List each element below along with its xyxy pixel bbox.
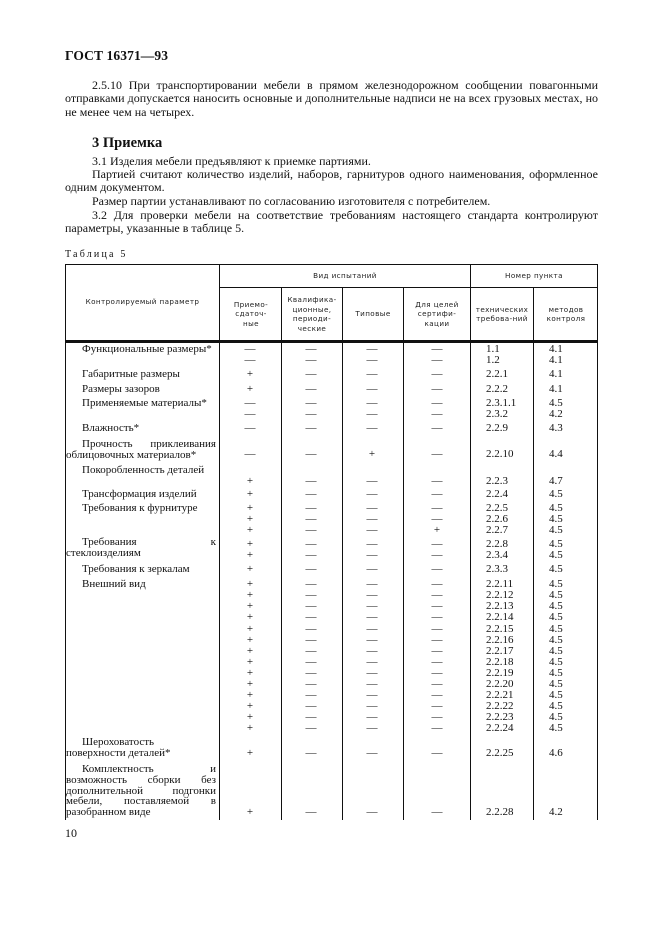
cell-tech-requirement: 1.1 xyxy=(486,343,500,355)
page-number: 10 xyxy=(65,826,77,840)
cell-qualification: — xyxy=(305,806,317,818)
cell-certification: — xyxy=(431,634,443,646)
cell-qualification: — xyxy=(305,368,317,380)
cell-certification: — xyxy=(431,678,443,690)
cell-tech-requirement: 2.2.18 xyxy=(486,656,514,668)
cell-test-method: 4.4 xyxy=(549,448,563,460)
cell-qualification: — xyxy=(305,722,317,734)
cell-qualification: — xyxy=(305,549,317,561)
cell-test-method: 4.5 xyxy=(549,524,563,536)
param-text: Функциональные размеры* xyxy=(82,343,212,355)
cell-type: — xyxy=(366,589,378,601)
cell-certification: — xyxy=(431,563,443,575)
cell-acceptance: + xyxy=(246,383,254,395)
cell-tech-requirement: 2.2.12 xyxy=(486,589,514,601)
paragraph-text: 2.5.10 При транспортировании мебели в прямом железнодорожном сообщении повагонными отправками допускается наносить основные и дополнительные надписи не на всех грузовых местах, но не менее чем на четырех. xyxy=(65,78,598,119)
cell-acceptance: + xyxy=(246,578,254,590)
cell-test-method: 4.6 xyxy=(549,747,563,759)
col-line xyxy=(281,287,282,820)
cell-tech-requirement: 2.3.2 xyxy=(486,408,508,420)
cell-type: — xyxy=(366,645,378,657)
cell-certification: — xyxy=(431,623,443,635)
cell-certification: — xyxy=(431,611,443,623)
cell-type: — xyxy=(366,747,378,759)
cell-type: — xyxy=(366,368,378,380)
cell-type: — xyxy=(366,722,378,734)
cell-type: — xyxy=(366,408,378,420)
cell-qualification: — xyxy=(305,354,317,366)
param-text: Прочность приклеивания облицовочных материалов* xyxy=(66,438,216,461)
cell-type: — xyxy=(366,611,378,623)
cell-acceptance: + xyxy=(246,700,254,712)
cell-acceptance: — xyxy=(244,448,256,460)
cell-acceptance: + xyxy=(246,488,254,500)
cell-test-method: 4.1 xyxy=(549,368,563,380)
cell-tech-requirement: 2.2.16 xyxy=(486,634,514,646)
param-label xyxy=(66,579,216,590)
cell-acceptance: + xyxy=(246,645,254,657)
param-text: Требования к фурнитуре xyxy=(82,502,198,514)
cell-certification: — xyxy=(431,711,443,723)
cell-certification: — xyxy=(431,538,443,550)
paragraph-party-size xyxy=(65,195,598,208)
param-text: Применяемые материалы* xyxy=(82,397,207,409)
header-type: Типовые xyxy=(355,309,391,319)
cell-acceptance: + xyxy=(246,634,254,646)
cell-test-method: 4.5 xyxy=(549,549,563,561)
cell-test-method: 4.2 xyxy=(549,806,563,818)
cell-certification: — xyxy=(431,448,443,460)
cell-tech-requirement: 2.2.9 xyxy=(486,422,508,434)
param-text: Размеры зазоров xyxy=(82,383,160,395)
cell-qualification: — xyxy=(305,689,317,701)
col-line xyxy=(403,287,404,820)
control-parameters-table xyxy=(65,264,598,820)
cell-tech-requirement: 2.2.19 xyxy=(486,667,514,679)
cell-qualification: — xyxy=(305,678,317,690)
param-label xyxy=(66,369,216,380)
cell-acceptance: + xyxy=(246,513,254,525)
param-text: Влажность* xyxy=(82,422,140,434)
cell-test-method: 4.5 xyxy=(549,600,563,612)
cell-acceptance: + xyxy=(246,611,254,623)
param-label xyxy=(66,423,216,434)
cell-qualification: — xyxy=(305,513,317,525)
cell-tech-requirement: 2.3.4 xyxy=(486,549,508,561)
cell-type: — xyxy=(366,678,378,690)
cell-certification: — xyxy=(431,689,443,701)
cell-qualification: — xyxy=(305,623,317,635)
paragraph-text: Размер партии устанавливают по согласованию изготовителя с потребителем. xyxy=(92,194,491,208)
cell-type: — xyxy=(366,538,378,550)
cell-tech-requirement: 2.2.23 xyxy=(486,711,514,723)
cell-acceptance: + xyxy=(246,589,254,601)
cell-tech-requirement: 1.2 xyxy=(486,354,500,366)
paragraph-text: 3.1 Изделия мебели предъявляют к приемке партиями. xyxy=(92,154,371,168)
cell-qualification: — xyxy=(305,383,317,395)
cell-certification: — xyxy=(431,475,443,487)
cell-type: — xyxy=(366,806,378,818)
cell-certification: — xyxy=(431,656,443,668)
param-label xyxy=(66,344,216,355)
cell-acceptance: — xyxy=(244,354,256,366)
cell-qualification: — xyxy=(305,524,317,536)
cell-tech-requirement: 2.2.8 xyxy=(486,538,508,550)
cell-tech-requirement: 2.2.7 xyxy=(486,524,508,536)
cell-acceptance: + xyxy=(246,475,254,487)
cell-certification: — xyxy=(431,747,443,759)
cell-test-method: 4.5 xyxy=(549,667,563,679)
header-qualification: Квалифика-ционные, периоди-ческие xyxy=(287,295,337,333)
cell-qualification: — xyxy=(305,488,317,500)
param-label xyxy=(66,503,216,514)
cell-qualification: — xyxy=(305,538,317,550)
param-label xyxy=(66,398,216,409)
param-text: Требования к зеркалам xyxy=(82,563,190,575)
cell-test-method: 4.5 xyxy=(549,513,563,525)
cell-tech-requirement: 2.2.1 xyxy=(486,368,508,380)
cell-qualification: — xyxy=(305,645,317,657)
cell-type: — xyxy=(366,711,378,723)
cell-acceptance: + xyxy=(246,689,254,701)
cell-qualification: — xyxy=(305,397,317,409)
cell-type: — xyxy=(366,524,378,536)
col-line xyxy=(342,287,343,820)
cell-type: + xyxy=(368,448,376,460)
cell-type: — xyxy=(366,600,378,612)
param-label xyxy=(66,439,216,461)
param-text: Комплектность и возможность сборки без дополнительной подгонки мебели, поставляемой в разобранном виде xyxy=(66,763,216,819)
cell-type: — xyxy=(366,689,378,701)
param-label xyxy=(66,489,216,500)
cell-qualification: — xyxy=(305,343,317,355)
cell-tech-requirement: 2.2.24 xyxy=(486,722,514,734)
cell-tech-requirement: 2.2.15 xyxy=(486,623,514,635)
cell-certification: — xyxy=(431,368,443,380)
cell-tech-requirement: 2.2.5 xyxy=(486,502,508,514)
col-line xyxy=(470,264,471,820)
header-certification: Для целей сертифи-кации xyxy=(415,299,459,328)
cell-tech-requirement: 2.2.28 xyxy=(486,806,514,818)
cell-certification: — xyxy=(431,513,443,525)
cell-certification: — xyxy=(431,806,443,818)
cell-test-method: 4.5 xyxy=(549,578,563,590)
cell-acceptance: + xyxy=(246,678,254,690)
cell-type: — xyxy=(366,623,378,635)
cell-certification: — xyxy=(431,667,443,679)
table-caption: Таблица 5 xyxy=(65,249,128,260)
cell-test-method: 4.5 xyxy=(549,645,563,657)
cell-acceptance: — xyxy=(244,397,256,409)
cell-test-method: 4.5 xyxy=(549,589,563,601)
cell-acceptance: + xyxy=(246,623,254,635)
cell-test-method: 4.1 xyxy=(549,343,563,355)
cell-qualification: — xyxy=(305,448,317,460)
cell-test-method: 4.5 xyxy=(549,689,563,701)
cell-test-method: 4.5 xyxy=(549,502,563,514)
cell-certification: — xyxy=(431,343,443,355)
cell-acceptance: — xyxy=(244,343,256,355)
cell-acceptance: + xyxy=(246,806,254,818)
cell-tech-requirement: 2.2.10 xyxy=(486,448,514,460)
cell-type: — xyxy=(366,354,378,366)
header-acceptance: Приемо-сдаточ-ные xyxy=(233,299,269,328)
cell-acceptance: + xyxy=(246,711,254,723)
cell-acceptance: + xyxy=(246,563,254,575)
cell-acceptance: — xyxy=(244,408,256,420)
cell-acceptance: + xyxy=(246,656,254,668)
cell-tech-requirement: 2.2.14 xyxy=(486,611,514,623)
param-text: Внешний вид xyxy=(82,578,146,590)
cell-tech-requirement: 2.2.21 xyxy=(486,689,514,701)
cell-certification: — xyxy=(431,549,443,561)
cell-tech-requirement: 2.2.17 xyxy=(486,645,514,657)
cell-test-method: 4.5 xyxy=(549,722,563,734)
cell-type: — xyxy=(366,563,378,575)
cell-qualification: — xyxy=(305,563,317,575)
param-label xyxy=(66,564,216,575)
cell-test-method: 4.5 xyxy=(549,623,563,635)
header-test-methods: методов контроля xyxy=(546,304,586,323)
cell-test-method: 4.5 xyxy=(549,700,563,712)
cell-type: — xyxy=(366,700,378,712)
cell-test-method: 4.5 xyxy=(549,634,563,646)
cell-certification: — xyxy=(431,600,443,612)
cell-acceptance: — xyxy=(244,422,256,434)
header-test-type-group: Вид испытаний xyxy=(313,270,377,280)
cell-test-method: 4.2 xyxy=(549,408,563,420)
cell-certification: — xyxy=(431,397,443,409)
cell-certification: — xyxy=(431,488,443,500)
cell-certification: — xyxy=(431,383,443,395)
cell-tech-requirement: 2.2.6 xyxy=(486,513,508,525)
cell-type: — xyxy=(366,549,378,561)
paragraph-2-5-10 xyxy=(65,79,598,119)
cell-test-method: 4.5 xyxy=(549,488,563,500)
cell-qualification: — xyxy=(305,422,317,434)
cell-type: — xyxy=(366,397,378,409)
cell-qualification: — xyxy=(305,656,317,668)
cell-certification: — xyxy=(431,589,443,601)
cell-type: — xyxy=(366,343,378,355)
cell-test-method: 4.7 xyxy=(549,475,563,487)
param-text: Требования к стеклоизделиям xyxy=(66,536,216,559)
paragraph-party-definition xyxy=(65,168,598,195)
cell-acceptance: + xyxy=(246,502,254,514)
col-line xyxy=(219,264,220,820)
cell-certification: — xyxy=(431,354,443,366)
cell-qualification: — xyxy=(305,589,317,601)
cell-qualification: — xyxy=(305,502,317,514)
cell-qualification: — xyxy=(305,475,317,487)
cell-tech-requirement: 2.2.11 xyxy=(486,578,514,590)
cell-type: — xyxy=(366,475,378,487)
cell-certification: — xyxy=(431,722,443,734)
cell-test-method: 4.5 xyxy=(549,656,563,668)
cell-test-method: 4.1 xyxy=(549,354,563,366)
cell-certification: — xyxy=(431,578,443,590)
cell-qualification: — xyxy=(305,634,317,646)
cell-type: — xyxy=(366,513,378,525)
cell-type: — xyxy=(366,502,378,514)
cell-test-method: 4.1 xyxy=(549,383,563,395)
cell-acceptance: + xyxy=(246,524,254,536)
param-text: Трансформация изделий xyxy=(82,488,197,500)
col-line xyxy=(533,287,534,820)
cell-tech-requirement: 2.2.3 xyxy=(486,475,508,487)
cell-qualification: — xyxy=(305,578,317,590)
cell-acceptance: + xyxy=(246,538,254,550)
cell-test-method: 4.3 xyxy=(549,422,563,434)
cell-type: — xyxy=(366,422,378,434)
param-label xyxy=(66,384,216,395)
cell-acceptance: + xyxy=(246,368,254,380)
cell-certification: — xyxy=(431,645,443,657)
cell-certification: + xyxy=(433,524,441,536)
cell-qualification: — xyxy=(305,600,317,612)
cell-type: — xyxy=(366,634,378,646)
cell-qualification: — xyxy=(305,711,317,723)
cell-tech-requirement: 2.2.2 xyxy=(486,383,508,395)
cell-acceptance: + xyxy=(246,722,254,734)
cell-type: — xyxy=(366,383,378,395)
cell-test-method: 4.5 xyxy=(549,711,563,723)
cell-test-method: 4.5 xyxy=(549,397,563,409)
cell-tech-requirement: 2.2.20 xyxy=(486,678,514,690)
cell-type: — xyxy=(366,656,378,668)
cell-test-method: 4.5 xyxy=(549,563,563,575)
cell-type: — xyxy=(366,667,378,679)
cell-type: — xyxy=(366,578,378,590)
param-label xyxy=(66,737,216,759)
cell-tech-requirement: 2.2.22 xyxy=(486,700,514,712)
param-label xyxy=(66,537,216,559)
cell-qualification: — xyxy=(305,667,317,679)
header-clause-group: Номер пункта xyxy=(505,270,563,280)
paragraph-text: 3.2 Для проверки мебели на соответствие требованиям настоящего стандарта контролируют параметры, указанные в таблице 5. xyxy=(65,208,598,236)
cell-qualification: — xyxy=(305,611,317,623)
paragraph-text: Партией считают количество изделий, наборов, гарнитуров одного наименования, оформленное одним документом. xyxy=(65,167,598,195)
cell-tech-requirement: 2.2.4 xyxy=(486,488,508,500)
cell-qualification: — xyxy=(305,747,317,759)
cell-type: — xyxy=(366,488,378,500)
section-title: 3 Приемка xyxy=(92,135,163,151)
param-label xyxy=(66,465,216,476)
cell-certification: — xyxy=(431,502,443,514)
cell-certification: — xyxy=(431,422,443,434)
cell-acceptance: + xyxy=(246,549,254,561)
header-param: Контролируемый параметр xyxy=(85,297,200,307)
document-id: ГОСТ 16371—93 xyxy=(65,48,169,63)
cell-tech-requirement: 2.2.13 xyxy=(486,600,514,612)
cell-certification: — xyxy=(431,700,443,712)
cell-tech-requirement: 2.2.25 xyxy=(486,747,514,759)
cell-acceptance: + xyxy=(246,667,254,679)
cell-acceptance: + xyxy=(246,600,254,612)
param-label xyxy=(66,764,216,818)
cell-test-method: 4.5 xyxy=(549,538,563,550)
cell-tech-requirement: 2.3.3 xyxy=(486,563,508,575)
paragraph-3-2 xyxy=(65,209,598,236)
cell-acceptance: + xyxy=(246,747,254,759)
header-tech-requirements: технических требова-ний xyxy=(475,304,529,323)
param-text: Габаритные размеры xyxy=(82,368,180,380)
cell-test-method: 4.5 xyxy=(549,678,563,690)
cell-test-method: 4.5 xyxy=(549,611,563,623)
param-text: Шероховатость поверхности деталей* xyxy=(66,736,171,759)
param-text: Покоробленность деталей xyxy=(82,464,205,476)
cell-certification: — xyxy=(431,408,443,420)
cell-qualification: — xyxy=(305,408,317,420)
col-line xyxy=(597,264,598,820)
cell-tech-requirement: 2.3.1.1 xyxy=(486,397,517,409)
cell-qualification: — xyxy=(305,700,317,712)
